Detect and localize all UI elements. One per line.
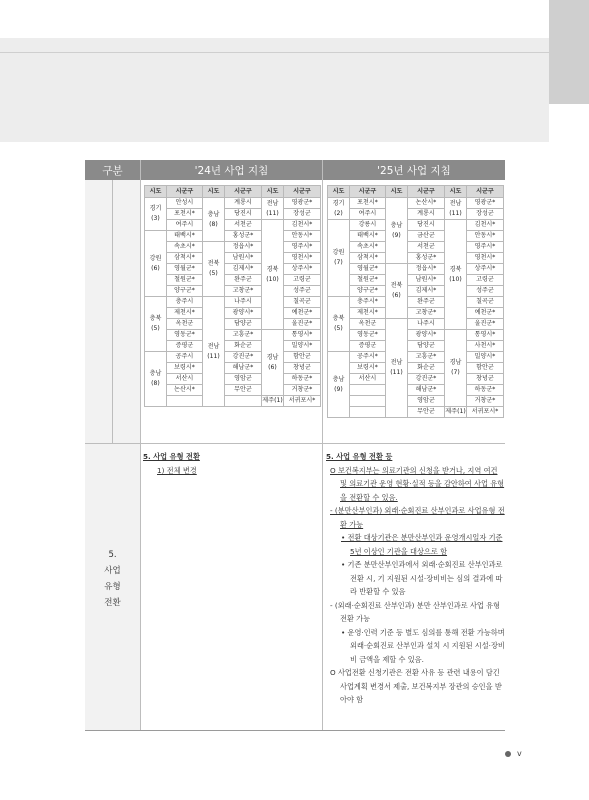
table-row — [145, 385, 321, 396]
column-header: 시도 — [386, 186, 408, 198]
sigungu-cell: 영동군* — [167, 330, 203, 341]
sigungu-cell: 당진시 — [225, 209, 262, 220]
sigungu-cell: 거창군* — [467, 396, 504, 407]
left-section-text — [143, 450, 318, 477]
table-row — [328, 363, 504, 374]
table-row — [145, 209, 321, 220]
sido-cell: 강원 (7) — [328, 220, 350, 297]
sigungu-cell: 강진군* — [408, 374, 445, 385]
table-row — [328, 275, 504, 286]
sido-cell: 경남 (6) — [262, 330, 284, 396]
sigungu-cell: 남원시* — [225, 253, 262, 264]
sigungu-cell: 포천시* — [350, 198, 386, 209]
sigungu-cell: 울진군* — [467, 319, 504, 330]
table-row — [145, 341, 321, 352]
sigungu-cell: 고령군 — [467, 275, 504, 286]
sigungu-cell: 무안군 — [225, 385, 262, 396]
region-table-body — [328, 198, 504, 418]
paragraph: • 기존 분만산부인과에서 외래·순회진료 산부인과로 전환 시, 기 지원된 시설·장비비는 심의 결과에 따라 반환할 수 있음 — [341, 560, 503, 596]
sigungu-cell: 통영시* — [284, 330, 321, 341]
sigungu-cell: 고흥군* — [225, 330, 262, 341]
section-label-line: 유형 — [104, 582, 121, 592]
region-table-2024 — [144, 185, 321, 407]
sigungu-cell: 남원시* — [408, 275, 445, 286]
table-row — [328, 253, 504, 264]
header-gubun: 구분 — [85, 160, 140, 180]
table-row — [145, 220, 321, 231]
sigungu-cell: 논산시* — [167, 385, 203, 396]
sigungu-cell: 성주군 — [284, 286, 321, 297]
sigungu-cell: 완주군 — [408, 297, 445, 308]
label-divider — [140, 180, 141, 730]
sigungu-cell: 하동군* — [284, 374, 321, 385]
sigungu-cell: 예천군* — [467, 308, 504, 319]
table-row — [328, 352, 504, 363]
table-row — [328, 242, 504, 253]
sigungu-cell: 상주시* — [467, 264, 504, 275]
sigungu-cell: 충주시 — [167, 297, 203, 308]
table-row — [145, 352, 321, 363]
sigungu-cell: 김천시* — [467, 220, 504, 231]
table-row — [145, 286, 321, 297]
sigungu-cell: 제천시* — [167, 308, 203, 319]
sigungu-cell: 장성군 — [284, 209, 321, 220]
sigungu-cell: 충주시* — [350, 297, 386, 308]
sigungu-cell: 영광군* — [284, 198, 321, 209]
sigungu-cell: 강릉시 — [350, 220, 386, 231]
page-number: v — [517, 749, 522, 758]
sigungu-cell — [350, 385, 386, 396]
section-label-line: 5. — [108, 550, 117, 560]
table-row — [145, 231, 321, 242]
table-row — [145, 275, 321, 286]
sigungu-cell: 안동시* — [467, 231, 504, 242]
sigungu-cell: 김제시* — [225, 264, 262, 275]
sigungu-cell: 하동군* — [467, 385, 504, 396]
sigungu-cell: 금산군 — [408, 231, 445, 242]
sigungu-cell: 영동군* — [350, 330, 386, 341]
table-row — [328, 374, 504, 385]
sigungu-cell: 상주시* — [284, 264, 321, 275]
header-band — [0, 38, 549, 142]
table-row — [328, 198, 504, 209]
header-rule — [0, 52, 549, 53]
sigungu-cell: 화순군 — [408, 363, 445, 374]
column-header: 시도 — [203, 186, 225, 198]
sigungu-cell: 울진군* — [284, 319, 321, 330]
sigungu-cell: 계룡시 — [225, 198, 262, 209]
sigungu-cell: 화순군 — [225, 341, 262, 352]
column-header: 시도 — [145, 186, 167, 198]
column-header: 시도 — [262, 186, 284, 198]
sigungu-cell: 옥천군 — [167, 319, 203, 330]
section-label-line: 사업 — [104, 566, 121, 576]
sido-cell: 전북 (5) — [203, 242, 225, 297]
sigungu-cell: 고령군 — [284, 275, 321, 286]
sigungu-cell: 여주시 — [350, 209, 386, 220]
sigungu-cell: 김천시* — [284, 220, 321, 231]
sigungu-cell: 고창군* — [225, 286, 262, 297]
table-row — [328, 231, 504, 242]
page-footer — [505, 749, 522, 758]
column-header: 시도 — [328, 186, 350, 198]
sigungu-cell: 창녕군 — [284, 363, 321, 374]
sigungu-cell: 여주시 — [167, 220, 203, 231]
sigungu-cell: 거창군* — [284, 385, 321, 396]
table-row — [145, 319, 321, 330]
table-row — [328, 308, 504, 319]
paragraph: • 전환 대상기관은 분만산부인과 운영개시일자 기준 5년 이상인 기관을 대상으로 함 — [341, 533, 503, 556]
sido-cell: 충남 (9) — [328, 352, 350, 418]
sigungu-cell: 계룡시 — [408, 209, 445, 220]
sigungu-cell: 광양시* — [408, 330, 445, 341]
region-table-body — [145, 198, 321, 407]
bullet-dot-icon — [505, 751, 511, 757]
table-row — [328, 385, 504, 396]
sigungu-cell: 보령시* — [167, 363, 203, 374]
sigungu-cell: 태백시* — [167, 231, 203, 242]
sigungu-cell: 철원군* — [350, 275, 386, 286]
sido-cell: 충북 (5) — [328, 297, 350, 352]
paragraph: O 사업전환 신청기관은 전환 사유 등 관련 내용이 담긴 사업계획 변경서 제출, 보건복지부 장관의 승인을 받아야 함 — [330, 668, 502, 704]
sigungu-cell: 서천군 — [408, 242, 445, 253]
sido-cell: 전북 (6) — [386, 264, 408, 319]
column-header: 시군구 — [167, 186, 203, 198]
sigungu-cell: 영주시* — [467, 242, 504, 253]
table-row — [328, 396, 504, 407]
sido-cell: 강원 (6) — [145, 231, 167, 297]
sido-cell: 제주(1) — [262, 396, 284, 407]
paragraph: - (분만산부인과) 외래·순회진료 산부인과로 사업유형 전환 가능 — [330, 506, 505, 529]
sido-cell: 경기 (3) — [145, 198, 167, 231]
sigungu-cell: 사천시* — [467, 341, 504, 352]
label-subdivider — [112, 180, 113, 443]
sido-cell: 전남 (11) — [386, 319, 408, 418]
sido-cell: 경북 (10) — [262, 220, 284, 330]
sigungu-cell: 광양시* — [225, 308, 262, 319]
table-row — [328, 341, 504, 352]
sido-cell: 제주(1) — [445, 407, 467, 418]
sigungu-cell: 담양군 — [408, 341, 445, 352]
sigungu-cell — [167, 396, 203, 407]
sigungu-cell: 당진시 — [408, 220, 445, 231]
table-row — [145, 242, 321, 253]
sigungu-cell: 함안군 — [284, 352, 321, 363]
sido-cell: 전남 (11) — [203, 297, 225, 407]
row-divider — [85, 443, 505, 444]
table-row — [328, 264, 504, 275]
section-label-line: 전환 — [104, 598, 121, 608]
sigungu-cell — [350, 396, 386, 407]
sigungu-cell: 서귀포시* — [467, 407, 504, 418]
table-row — [145, 330, 321, 341]
sigungu-cell: 포천시* — [167, 209, 203, 220]
sido-cell: 경기 (2) — [328, 198, 350, 220]
sigungu-cell: 영암군 — [225, 374, 262, 385]
sigungu-cell: 김제시* — [408, 286, 445, 297]
sigungu-cell: 서귀포시* — [284, 396, 321, 407]
sigungu-cell: 담양군 — [225, 319, 262, 330]
sigungu-cell: 속초시* — [350, 242, 386, 253]
table-row — [145, 253, 321, 264]
sigungu-cell: 삼척시* — [167, 253, 203, 264]
sigungu-cell: 안동시* — [284, 231, 321, 242]
sido-cell: 경북 (10) — [445, 220, 467, 330]
header-2025: '25년 사업 지침 — [322, 160, 505, 180]
sigungu-cell: 안성시 — [167, 198, 203, 209]
table-row — [328, 297, 504, 308]
sigungu-cell: 해남군* — [225, 363, 262, 374]
table-row — [328, 220, 504, 231]
column-header: 시군구 — [408, 186, 445, 198]
paragraph: • 운영·인력 기준 등 별도 심의를 통해 전환 가능하며 외래·순회진료 산부인과 설치 시 지원된 시설·장비비 금액을 제할 수 있음. — [341, 627, 505, 664]
sigungu-cell: 공주시* — [350, 352, 386, 363]
sigungu-cell: 창녕군 — [467, 374, 504, 385]
sigungu-cell: 삼척시* — [350, 253, 386, 264]
table-row — [145, 297, 321, 308]
sigungu-cell: 나주시 — [225, 297, 262, 308]
table-row — [145, 264, 321, 275]
sigungu-cell: 속초시* — [167, 242, 203, 253]
sigungu-cell: 완주군 — [225, 275, 262, 286]
header-2024: '24년 사업 지침 — [140, 160, 322, 180]
sigungu-cell: 영암군 — [408, 396, 445, 407]
sigungu-cell: 서천군 — [225, 220, 262, 231]
sigungu-cell: 정읍시* — [225, 242, 262, 253]
sido-cell: 충남 (9) — [386, 198, 408, 264]
sigungu-cell: 해남군* — [408, 385, 445, 396]
sigungu-cell: 밀양시* — [467, 352, 504, 363]
sigungu-cell: 예천군* — [284, 308, 321, 319]
sigungu-cell: 태백시* — [350, 231, 386, 242]
sigungu-cell: 강진군* — [225, 352, 262, 363]
sido-cell: 충북 (5) — [145, 297, 167, 352]
sigungu-cell: 영광군* — [467, 198, 504, 209]
sigungu-cell: 서산시 — [167, 374, 203, 385]
column-header: 시군구 — [467, 186, 504, 198]
table-row — [328, 407, 504, 418]
sigungu-cell: 성주군 — [467, 286, 504, 297]
table-row — [145, 308, 321, 319]
table-row — [145, 198, 321, 209]
sigungu-cell — [350, 407, 386, 418]
sido-cell: 전남 (11) — [262, 198, 284, 220]
sigungu-cell: 통영시* — [467, 330, 504, 341]
table-row — [328, 209, 504, 220]
sigungu-cell: 칠곡군 — [284, 297, 321, 308]
sigungu-cell: 영주시* — [284, 242, 321, 253]
section-label — [85, 547, 140, 611]
sigungu-cell: 서산시 — [350, 374, 386, 385]
sigungu-cell: 양구군* — [350, 286, 386, 297]
left-section-title: 5. 사업 유형 전환 — [143, 452, 200, 461]
table-row — [328, 319, 504, 330]
sigungu-cell: 홍성군* — [225, 231, 262, 242]
sigungu-cell: 고흥군* — [408, 352, 445, 363]
column-header: 시군구 — [284, 186, 321, 198]
right-section-text — [326, 450, 506, 707]
left-section-subtitle: 1) 전체 변경 — [157, 465, 197, 475]
sigungu-cell: 홍성군* — [408, 253, 445, 264]
sigungu-cell: 논산시* — [408, 198, 445, 209]
sigungu-cell: 영월군* — [350, 264, 386, 275]
paragraph: O 보건복지부는 의료기관의 신청을 받거나, 지역 여건 및 의료기관 운영 현황·실적 등을 감안하여 사업 유형을 전환할 수 있음. — [330, 465, 505, 502]
sigungu-cell: 증평군 — [167, 341, 203, 352]
table-row — [328, 330, 504, 341]
sigungu-cell: 제천시* — [350, 308, 386, 319]
sigungu-cell: 양구군* — [167, 286, 203, 297]
table-row — [145, 363, 321, 374]
sigungu-cell: 증평군 — [350, 341, 386, 352]
sigungu-cell: 칠곡군 — [467, 297, 504, 308]
region-table-head — [145, 186, 321, 198]
sigungu-cell: 나주시 — [408, 319, 445, 330]
paragraph: - (외래·순회진료 산부인과) 분만 산부인과로 사업 유형 전환 가능 — [330, 600, 501, 623]
sigungu-cell: 고창군* — [408, 308, 445, 319]
right-section-title: 5. 사업 유형 전환 등 — [326, 452, 393, 461]
table-row — [145, 374, 321, 385]
sigungu-cell: 함안군 — [467, 363, 504, 374]
sigungu-cell: 영천시* — [467, 253, 504, 264]
sigungu-cell: 밀양시* — [284, 341, 321, 352]
sigungu-cell: 공주시 — [167, 352, 203, 363]
sido-cell: 경남 (7) — [445, 330, 467, 407]
column-header: 시군구 — [350, 186, 386, 198]
sigungu-cell: 보령시* — [350, 363, 386, 374]
sigungu-cell: 무안군 — [408, 407, 445, 418]
page-tab — [549, 0, 589, 104]
sigungu-cell: 장성군 — [467, 209, 504, 220]
sigungu-cell: 영월군* — [167, 264, 203, 275]
sido-cell: 충남 (8) — [145, 352, 167, 407]
column-header: 시도 — [445, 186, 467, 198]
column-divider — [322, 180, 323, 730]
table-row — [145, 396, 321, 407]
sigungu-cell — [225, 396, 262, 407]
column-header: 시군구 — [225, 186, 262, 198]
sido-cell: 전남 (11) — [445, 198, 467, 220]
table-bottom-rule — [85, 730, 505, 731]
sigungu-cell: 정읍시* — [408, 264, 445, 275]
sido-cell: 충남 (8) — [203, 198, 225, 242]
sigungu-cell: 철원군* — [167, 275, 203, 286]
region-table-2025 — [327, 185, 504, 418]
sigungu-cell: 영천시* — [284, 253, 321, 264]
table-row — [328, 286, 504, 297]
region-table-head — [328, 186, 504, 198]
sigungu-cell: 옥천군 — [350, 319, 386, 330]
